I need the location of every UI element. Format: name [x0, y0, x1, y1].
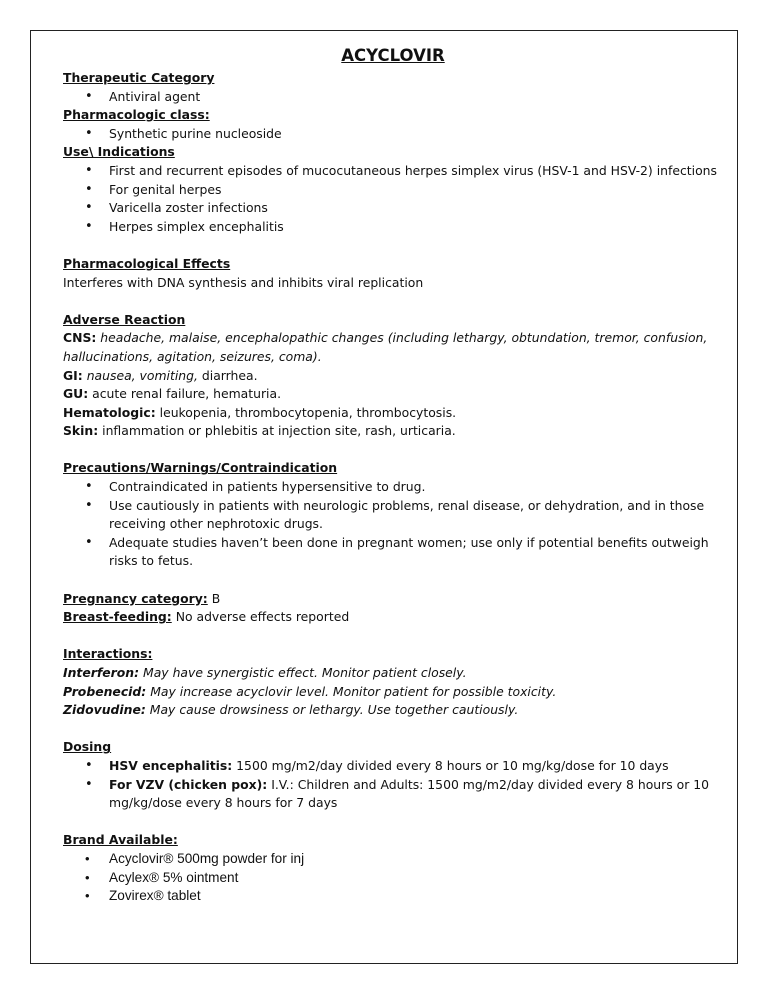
list-item: • Adequate studies haven’t been done in pregnant women; use only if potential benefits outweigh risks to fetus. — [63, 534, 723, 571]
adverse-gu — [63, 385, 723, 404]
list-item: • Antiviral agent — [63, 88, 723, 107]
page-title: ACYCLOVIR — [341, 46, 445, 65]
adverse-gi — [63, 367, 723, 386]
adverse-cns — [63, 329, 723, 366]
breastfeeding-label: Breast-feeding: — [63, 609, 172, 625]
therapeutic-list — [63, 88, 723, 107]
list-item: • Zovirex® tablet — [63, 887, 723, 906]
list-item: • Acyclovir® 500mg powder for inj — [63, 850, 723, 869]
adverse-heading: Adverse Reaction — [63, 311, 186, 327]
hematologic-label: Hematologic: — [63, 404, 156, 420]
dosing-heading: Dosing — [63, 739, 112, 755]
interaction-line — [63, 683, 723, 702]
list-item: • For genital herpes — [63, 181, 723, 200]
interaction-drug: Probenecid: — [63, 683, 147, 699]
gi-italic-text: nausea, vomiting, — [86, 367, 198, 383]
breastfeeding-line — [63, 608, 723, 627]
document-content — [63, 45, 723, 906]
effects-text: Interferes with DNA synthesis and inhibits viral replication — [63, 274, 424, 290]
uses-heading: Use\ Indications — [63, 144, 175, 160]
dosing-text: I.V.: Children and Adults: 1500 mg/m2/day divided every 8 hours or 10 mg/kg/dose every 8 hours for 7 days — [109, 776, 710, 811]
skin-label: Skin: — [63, 423, 99, 439]
interaction-drug: Zidovudine: — [63, 702, 146, 718]
list-item: • Use cautiously in patients with neurologic problems, renal disease, or dehydration, and in those receiving other nephrotoxic drugs. — [63, 497, 723, 534]
gu-text: acute renal failure, hematuria. — [92, 386, 282, 402]
interaction-line — [63, 664, 723, 683]
interaction-text: May have synergistic effect. Monitor patient closely. — [143, 665, 467, 680]
interaction-text: May cause drowsiness or lethargy. Use together cautiously. — [149, 702, 519, 718]
therapeutic-heading: Therapeutic Category — [63, 70, 215, 85]
interaction-line — [63, 701, 723, 720]
list-item: • Herpes simplex encephalitis — [63, 218, 723, 237]
list-item — [63, 776, 723, 813]
brands-list — [63, 850, 723, 906]
brands-heading: Brand Available: — [63, 832, 178, 848]
dosing-label: HSV encephalitis: — [109, 757, 233, 773]
document-frame — [30, 30, 738, 964]
list-item: • Contraindicated in patients hypersensitive to drug. — [63, 478, 723, 497]
gi-label: GI: — [63, 367, 83, 383]
effects-heading: Pharmacological Effects — [63, 255, 231, 271]
pharmacologic-list — [63, 125, 723, 144]
pregnancy-value: B — [211, 590, 221, 606]
skin-text: inflammation or phlebitis at injection site, rash, urticaria. — [102, 423, 456, 439]
pregnancy-label: Pregnancy category: — [63, 590, 208, 606]
gi-text: diarrhea. — [201, 367, 258, 383]
precautions-list — [63, 478, 723, 571]
cns-text: headache, malaise, encephalopathic changes (including lethargy, obtundation, tremor, confusion, hallucinations, agitation, seizures, coma). — [63, 330, 708, 364]
adverse-hematologic — [63, 404, 723, 423]
gu-label: GU: — [63, 386, 89, 402]
uses-list — [63, 162, 723, 236]
dosing-label: For VZV (chicken pox): — [109, 776, 268, 792]
hematologic-text: leukopenia, thrombocytopenia, thrombocytosis. — [159, 404, 457, 420]
pregnancy-line — [63, 590, 723, 609]
adverse-skin — [63, 422, 723, 441]
pharmacologic-heading: Pharmacologic class: — [63, 107, 210, 123]
cns-label: CNS: — [63, 330, 97, 346]
list-item: • Varicella zoster infections — [63, 199, 723, 218]
interaction-drug: Interferon: — [63, 665, 140, 680]
interactions-heading: Interactions: — [63, 646, 153, 662]
precautions-heading: Precautions/Warnings/Contraindication — [63, 460, 338, 476]
list-item — [63, 757, 723, 776]
interaction-text: May increase acyclovir level. Monitor patient for possible toxicity. — [150, 683, 557, 699]
breastfeeding-value: No adverse effects reported — [175, 609, 350, 625]
list-item: • Synthetic purine nucleoside — [63, 125, 723, 144]
list-item: • Acylex® 5% ointment — [63, 869, 723, 888]
list-item: • First and recurrent episodes of mucocutaneous herpes simplex virus (HSV-1 and HSV-2) infections — [63, 162, 723, 181]
dosing-text: 1500 mg/m2/day divided every 8 hours or 10 mg/kg/dose for 10 days — [236, 757, 669, 773]
dosing-list — [63, 757, 723, 813]
